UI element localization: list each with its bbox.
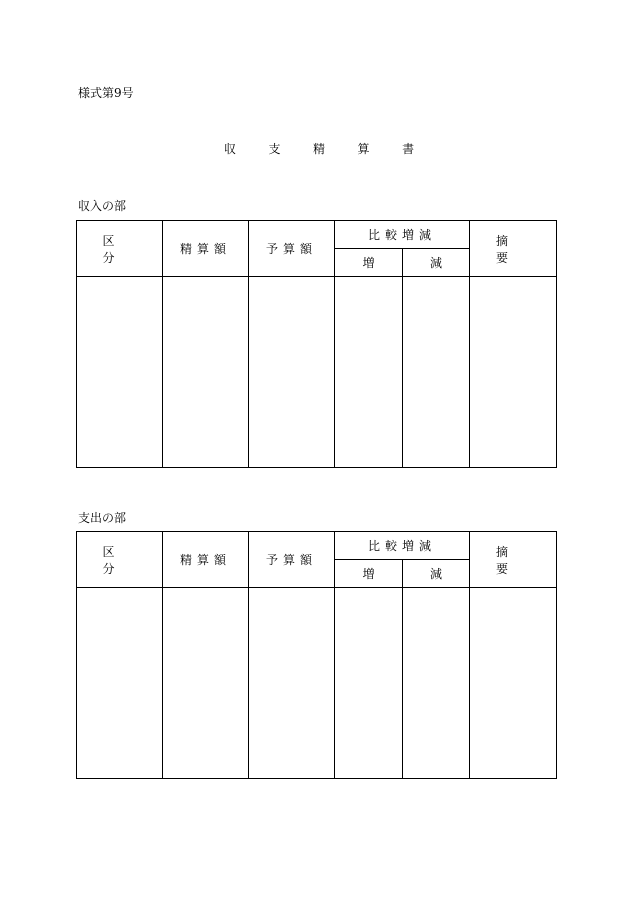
category-header: 区 分 [77, 221, 163, 277]
budget-amount-cell[interactable] [249, 588, 335, 779]
remarks-cell[interactable] [470, 588, 557, 779]
budget-amount-header: 予算額 [249, 221, 335, 277]
increase-header: 増 [335, 560, 403, 588]
decrease-cell[interactable] [403, 277, 470, 468]
header-row [77, 221, 557, 249]
remarks-header: 摘 要 [470, 532, 557, 588]
category-cell[interactable] [77, 277, 163, 468]
comparison-header: 比較増減 [335, 221, 470, 249]
comparison-header: 比較増減 [335, 532, 470, 560]
remarks-header: 摘 要 [470, 221, 557, 277]
expense-table [76, 531, 557, 779]
settled-amount-header: 精算額 [163, 532, 249, 588]
title-char: 算 [357, 142, 371, 156]
budget-amount-header: 予算額 [249, 532, 335, 588]
category-cell[interactable] [77, 588, 163, 779]
increase-cell[interactable] [335, 277, 403, 468]
settled-amount-header: 精算額 [163, 221, 249, 277]
decrease-header: 減 [403, 249, 470, 277]
decrease-cell[interactable] [403, 588, 470, 779]
decrease-header: 減 [403, 560, 470, 588]
budget-amount-cell[interactable] [249, 277, 335, 468]
title-char: 書 [402, 142, 415, 156]
table-row [77, 588, 557, 779]
title-char: 精 [313, 142, 326, 156]
title-char: 収 [224, 142, 237, 156]
increase-cell[interactable] [335, 588, 403, 779]
settled-amount-cell[interactable] [163, 277, 249, 468]
header-row [77, 532, 557, 560]
remarks-cell[interactable] [470, 277, 557, 468]
settled-amount-cell[interactable] [163, 588, 249, 779]
document-title [224, 140, 415, 157]
category-header: 区 分 [77, 532, 163, 588]
table-row [77, 277, 557, 468]
increase-header: 増 [335, 249, 403, 277]
expense-section-label: 支出の部 [78, 511, 127, 525]
form-number: 様式第9号 [78, 86, 134, 100]
title-char: 支 [268, 142, 282, 156]
income-table [76, 220, 557, 468]
income-section-label: 収入の部 [78, 199, 127, 213]
